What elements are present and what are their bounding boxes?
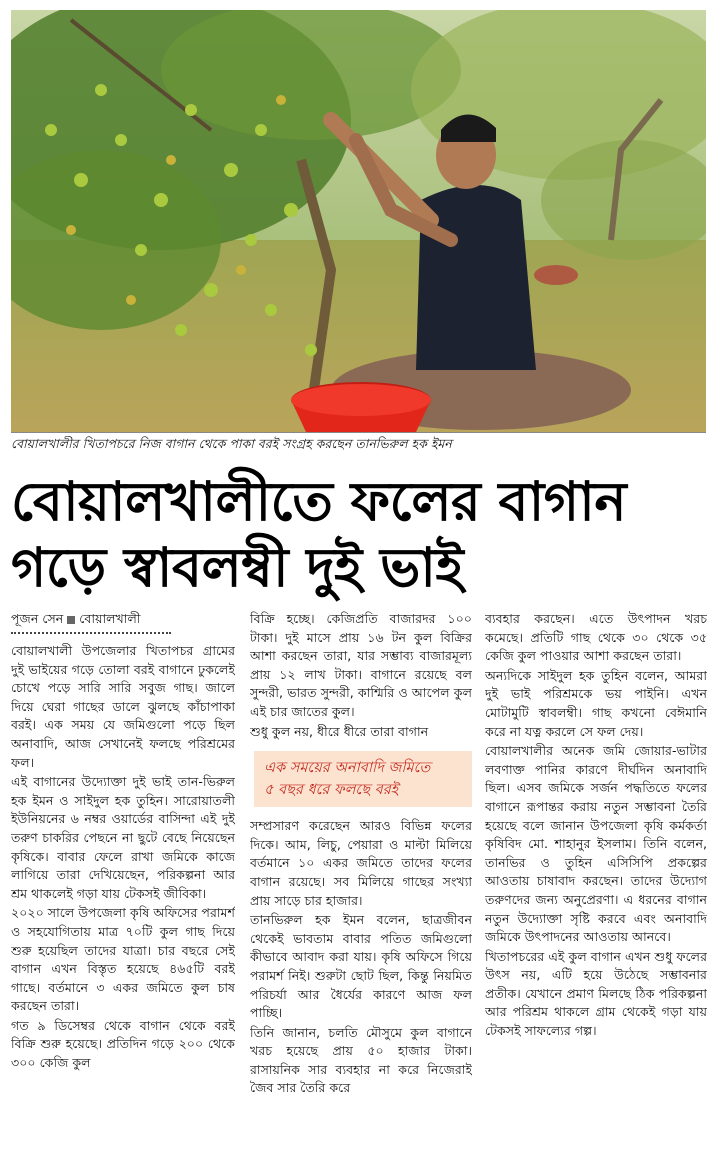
paragraph: সম্প্রসারণ করেছেন আরও বিভিন্ন ফলের দিকে। আম, লিচু, পেয়ারা ও মাল্টা মিলিয়ে বর্তমানে ১০ একর জমিতে তাদের ফলের বাগান রয়েছে। সব মিলিয়ে গাছের সংখ্যা প্রায় সাড়ে চার হাজার। bbox=[250, 818, 472, 908]
headline-line-1: বোয়ালখালীতে ফলের বাগান bbox=[11, 469, 627, 533]
paragraph: অন্যদিকে সাইদুল হক তুহিন বলেন, আমরা দুই ভাই পরিশ্রমকে ভয় পাইনি। এখন মোটামুটি স্বাবলম্বী। গাছ কখনো বেঈমানি করে না যত্ন করলে সে ফল দেয়। bbox=[485, 667, 707, 739]
paragraph: এই বাগানের উদ্যোক্তা দুই ভাই তান-ভিরুল হক ইমন ও সাইদুল হক তুহিন। সারোয়াতলী ইউনিয়নের ৬ নম্বর ওয়ার্ডের বাসিন্দা এই দুই তরুণ চাকরির পেছনে না ছুটে বেছে নিয়েছেন কৃষিকে। বাবার ফেলে রাখা জমিকে কাজে লাগিয়ে তারা দেখিয়েছেন, পরিকল্পনা আর শ্রম থাকলেই গড়া যায় টেকসই জীবিকা। bbox=[11, 774, 235, 901]
pull-quote-line-2: ৫ বছর ধরে ফলছে বরই bbox=[264, 782, 399, 799]
byline bbox=[11, 610, 235, 628]
article-column-1 bbox=[11, 610, 235, 1074]
byline-location: বোয়ালখালী bbox=[79, 611, 141, 626]
paragraph: গত ৯ ডিসেম্বর থেকে বাগান থেকে বরই বিক্রি শুরু হয়েছে। প্রতিদিন গড়ে ২০০ থেকে ৩০০ কেজি কুল bbox=[11, 1017, 235, 1071]
paragraph: শুধু কুল নয়, ধীরে ধীরে তারা বাগান bbox=[250, 723, 429, 739]
paragraph: ব্যবহার করছেন। এতে উৎপাদন খরচ কমেছে। প্রতিটি গাছ থেকে ৩০ থেকে ৩৫ কেজি কুল পাওয়ার আশা করছেন তারা। bbox=[485, 611, 707, 664]
paragraph: তানভিরুল হক ইমন বলেন, ছাত্রজীবন থেকেই ভাবতাম বাবার পতিত জমিগুলো কীভাবে আবাদ করা যায়। কৃষি অফিসে গিয়ে পরামর্শ নিই। শুরুটা ছোট ছিল, কিন্তু নিয়মিত পরিচর্যা আর ধৈর্যের কারণে আজ ফল পাচ্ছি। bbox=[250, 912, 472, 1021]
paragraph: বোয়ালখালীর অনেক জমি জোয়ার-ভাটার লবণাক্ত পানির কারণে দীর্ঘদিন অনাবাদি ছিল। এসব জমিকে সর্জন পদ্ধতিতে ফলের বাগানে রূপান্তর করায় নতুন সম্ভাবনা তৈরি হয়েছে বলে জানান উপজেলা কৃষি কর্মকর্তা কৃষিবিদ মো. শাহানুর ইসলাম। তিনি বলেন, তানভির ও তুহিন এসিসিপি প্রকল্পের আওতায় চাষাবাদ করছেন। তাদের উদ্যোগ তরুণদের জন্য অনুপ্রেরণা। এ ধরনের বাগান নতুন উদ্যোক্তা সৃষ্টি করবে এবং অনাবাদি জমিকে উৎপাদনের আওতায় আনবে। bbox=[485, 743, 707, 945]
paragraph: ২০২০ সালে উপজেলা কৃষি অফিসের পরামর্শ ও সহযোগিতায় মাত্র ৭০টি কুল গাছ দিয়ে শুরু হয়েছিল তাদের যাত্রা। চার বছরে সেই বাগান এখন বিস্তৃত হয়েছে ৪৬৫টি বরই গাছে। বর্তমানে ৩ একর জমিতে কুল চাষ করছেন তারা। bbox=[11, 905, 235, 1014]
byline-divider bbox=[11, 632, 171, 634]
pull-quote bbox=[254, 751, 472, 807]
article-photo bbox=[11, 10, 706, 433]
article-column-3 bbox=[485, 610, 707, 1042]
byline-author: পূজন সেন bbox=[11, 611, 64, 626]
paragraph: তিনি জানান, চলতি মৌসুমে কুল বাগানে খরচ হয়েছে প্রায় ৫০ হাজার টাকা। রাসায়নিক সার ব্যবহার না করে নিজেরাই জৈব সার তৈরি করে bbox=[250, 1024, 472, 1096]
pull-quote-line-1: এক সময়ের অনাবাদি জমিতে bbox=[264, 760, 431, 777]
paragraph: বিক্রি হচ্ছে। কেজিপ্রতি বাজারদর ১০০ টাকা। দুই মাসে প্রায় ১৬ টন কুল বিক্রির আশা করছেন তারা, যার সম্ভাব্য বাজারমূল্য প্রায় ১২ লাখ টাকা। বাগানে রয়েছে বল সুন্দরী, ভারত সুন্দরী, কাশ্মিরি ও আপেল কুল এই চার জাতের কুল। bbox=[250, 611, 472, 719]
byline-separator-icon bbox=[67, 616, 75, 624]
headline-line-2: গড়ে স্বাবলম্বী দুই ভাই bbox=[11, 535, 464, 599]
paragraph: খিতাপচরের এই কুল বাগান এখন শুধু ফলের উৎস নয়, এটি হয়ে উঠেছে সম্ভাবনার প্রতীক। যেখানে প্রমাণ মিলছে ঠিক পরিকল্পনা আর পরিশ্রম থাকলে গ্রাম থেকেই গড়া যায় টেকসই সাফল্যের গল্প। bbox=[485, 948, 707, 1039]
paragraph: বোয়ালখালী উপজেলার খিতাপচর গ্রামের দুই ভাইয়ের গড়ে তোলা বরই বাগানে ঢুকলেই চোখে পড়ে সারি সারি সবুজ গাছ। জালে দিয়ে ঘেরা গাছের ডালে ঝুলছে কাঁচাপাকা বরই। এক সময় যে জমিগুলো পড়ে ছিল অনাবাদি, আজ সেখানেই ফলছে পরিশ্রমের ফল। bbox=[11, 643, 235, 770]
headline bbox=[11, 468, 711, 600]
photo-caption: বোয়ালখালীর খিতাপচরে নিজ বাগান থেকে পাকা বরই সংগ্রহ করছেন তানভিরুল হক ইমন bbox=[11, 436, 452, 451]
article-column-2 bbox=[250, 610, 472, 1099]
